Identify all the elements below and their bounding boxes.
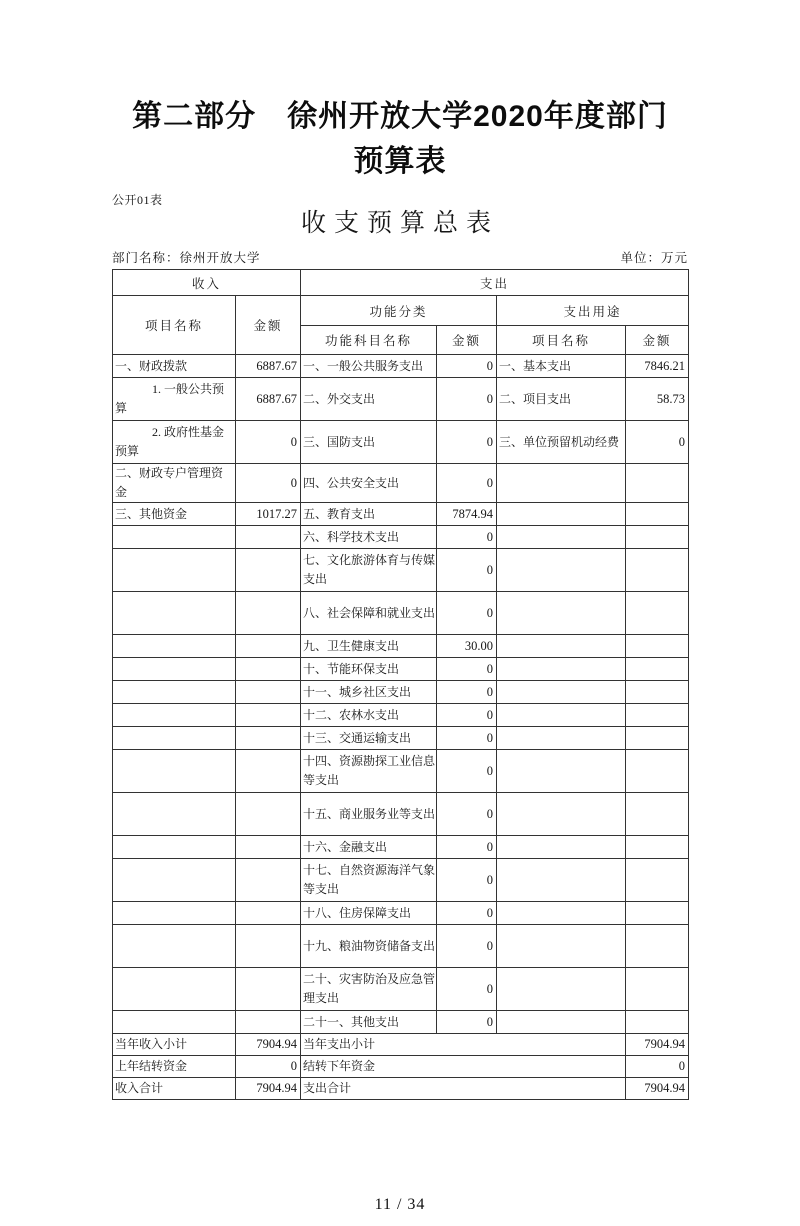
- income-item-cell: [113, 526, 236, 549]
- use-item-cell: [497, 681, 626, 704]
- income-amount-cell: [236, 793, 301, 836]
- use-amount-cell: [626, 836, 689, 859]
- income-amount-cell: [236, 902, 301, 925]
- function-amount-cell: 0: [437, 793, 497, 836]
- function-item-cell: 二、外交支出: [301, 378, 437, 421]
- use-amount-cell: [626, 549, 689, 592]
- income-amount-cell: [236, 704, 301, 727]
- function-item-cell: 十八、住房保障支出: [301, 902, 437, 925]
- income-amount-cell: [236, 727, 301, 750]
- income-item-cell: 一、财政拨款: [113, 355, 236, 378]
- income-item-cell: [113, 635, 236, 658]
- use-item-cell: [497, 592, 626, 635]
- function-item-cell: 十二、农林水支出: [301, 704, 437, 727]
- summary-income-value: 7904.94: [236, 1078, 301, 1100]
- unit-label: [620, 248, 688, 266]
- table-row: [113, 681, 689, 704]
- budget-table-body: [113, 355, 689, 1100]
- income-item-cell: [113, 592, 236, 635]
- table-row: [113, 503, 689, 526]
- income-amount-cell: [236, 836, 301, 859]
- function-amount-cell: 0: [437, 464, 497, 503]
- income-item-cell: [113, 681, 236, 704]
- function-amount-cell: 0: [437, 421, 497, 464]
- function-item-cell: 十一、城乡社区支出: [301, 681, 437, 704]
- department-label: 部门名称：: [112, 251, 180, 265]
- summary-expense-value: 0: [626, 1056, 689, 1078]
- table-row: [113, 750, 689, 793]
- summary-expense-label: 支出合计: [301, 1078, 626, 1100]
- use-item-cell: [497, 658, 626, 681]
- income-item-cell: [113, 727, 236, 750]
- income-item-cell: [113, 549, 236, 592]
- income-item-cell: [113, 793, 236, 836]
- income-item-cell: [113, 658, 236, 681]
- income-item-cell: 2. 政府性基金预算: [113, 421, 236, 464]
- document-page: [0, 94, 800, 1226]
- use-amount-cell: [626, 503, 689, 526]
- function-amount-cell: 0: [437, 727, 497, 750]
- function-item-cell: 八、社会保障和就业支出: [301, 592, 437, 635]
- function-item-cell: 九、卫生健康支出: [301, 635, 437, 658]
- income-amount-cell: [236, 658, 301, 681]
- table-row: [113, 902, 689, 925]
- function-amount-cell: 0: [437, 859, 497, 902]
- document-title-line1: 第二部分 徐州开放大学2020年度部门: [132, 100, 668, 133]
- function-amount-cell: 0: [437, 836, 497, 859]
- use-amount-cell: [626, 1011, 689, 1034]
- function-amount-cell: 0: [437, 681, 497, 704]
- expense-use-header: 支出用途: [497, 296, 689, 326]
- use-item-cell: [497, 859, 626, 902]
- income-amount-cell: [236, 750, 301, 793]
- income-item-cell: [113, 704, 236, 727]
- table-row: [113, 526, 689, 549]
- table-row: [113, 793, 689, 836]
- function-item-cell: 四、公共安全支出: [301, 464, 437, 503]
- income-item-cell: [113, 902, 236, 925]
- use-amount-cell: [626, 464, 689, 503]
- table-row: [113, 658, 689, 681]
- function-item-cell: 一、一般公共服务支出: [301, 355, 437, 378]
- function-amount-cell: 0: [437, 968, 497, 1011]
- function-amount-cell: 0: [437, 750, 497, 793]
- header-row-groups: [113, 296, 689, 326]
- use-item-cell: [497, 464, 626, 503]
- use-amount-cell: 0: [626, 421, 689, 464]
- use-amount-cell: [626, 681, 689, 704]
- function-amount-cell: 0: [437, 1011, 497, 1034]
- function-amount-cell: 0: [437, 526, 497, 549]
- income-item-cell: 二、财政专户管理资金: [113, 464, 236, 503]
- table-meta-row: [112, 248, 688, 266]
- income-section-header: 收入: [113, 270, 301, 296]
- function-item-cell: 六、科学技术支出: [301, 526, 437, 549]
- summary-row: [113, 1034, 689, 1056]
- table-row: [113, 1011, 689, 1034]
- document-title-line2: 预算表: [353, 145, 447, 178]
- table-row: [113, 836, 689, 859]
- summary-income-label: 收入合计: [113, 1078, 236, 1100]
- table-row: [113, 592, 689, 635]
- use-amount-cell: [626, 658, 689, 681]
- use-item-cell: 一、基本支出: [497, 355, 626, 378]
- use-item-cell: [497, 526, 626, 549]
- income-amount-cell: [236, 1011, 301, 1034]
- use-amount-cell: [626, 750, 689, 793]
- function-amount-cell: 0: [437, 592, 497, 635]
- income-item-cell: [113, 836, 236, 859]
- use-item-cell: [497, 1011, 626, 1034]
- summary-expense-value: 7904.94: [626, 1034, 689, 1056]
- use-amount-cell: 7846.21: [626, 355, 689, 378]
- table-row: [113, 464, 689, 503]
- unit-caption: 单位：: [620, 251, 661, 265]
- function-amount-cell: 30.00: [437, 635, 497, 658]
- function-amount-cell: 0: [437, 704, 497, 727]
- use-item-cell: [497, 727, 626, 750]
- income-amount-cell: [236, 592, 301, 635]
- expenditure-section-header: 支出: [301, 270, 689, 296]
- use-item-cell: [497, 925, 626, 968]
- summary-row: [113, 1078, 689, 1100]
- function-amount-cell: 0: [437, 378, 497, 421]
- income-amount-cell: 1017.27: [236, 503, 301, 526]
- table-row: [113, 859, 689, 902]
- use-item-cell: 二、项目支出: [497, 378, 626, 421]
- use-item-cell: 三、单位预留机动经费: [497, 421, 626, 464]
- summary-expense-label: 当年支出小计: [301, 1034, 626, 1056]
- function-amount-cell: 0: [437, 925, 497, 968]
- budget-table: [112, 269, 689, 1100]
- use-item-cell: [497, 836, 626, 859]
- page-number: 11 / 34: [374, 1196, 426, 1213]
- use-item-cell: [497, 968, 626, 1011]
- table-row: [113, 355, 689, 378]
- income-item-cell: 三、其他资金: [113, 503, 236, 526]
- use-amount-cell: [626, 592, 689, 635]
- header-row-sections: [113, 270, 689, 296]
- use-amount-cell: [626, 902, 689, 925]
- use-item-cell: [497, 503, 626, 526]
- income-item-cell: 1. 一般公共预算: [113, 378, 236, 421]
- table-code-label: 公开01表: [112, 193, 163, 207]
- function-amount-cell: 0: [437, 658, 497, 681]
- use-item-cell: [497, 750, 626, 793]
- sheet-title: 收支预算总表: [300, 210, 499, 237]
- income-amount-cell: [236, 925, 301, 968]
- function-amount-cell: 0: [437, 549, 497, 592]
- table-row: [113, 421, 689, 464]
- table-row: [113, 925, 689, 968]
- income-amount-cell: [236, 859, 301, 902]
- table-row: [113, 635, 689, 658]
- function-amount-header: 金额: [437, 326, 497, 355]
- income-amount-cell: [236, 968, 301, 1011]
- summary-expense-label: 结转下年资金: [301, 1056, 626, 1078]
- income-amount-cell: [236, 681, 301, 704]
- summary-income-label: 当年收入小计: [113, 1034, 236, 1056]
- function-item-cell: 七、文化旅游体育与传媒支出: [301, 549, 437, 592]
- department-value: 徐州开放大学: [179, 251, 261, 265]
- income-item-cell: [113, 925, 236, 968]
- income-item-cell: [113, 750, 236, 793]
- summary-income-value: 7904.94: [236, 1034, 301, 1056]
- income-item-header: 项目名称: [113, 296, 236, 355]
- income-amount-cell: [236, 549, 301, 592]
- table-row: [113, 704, 689, 727]
- use-amount-cell: [626, 704, 689, 727]
- use-amount-cell: [626, 925, 689, 968]
- summary-income-value: 0: [236, 1056, 301, 1078]
- table-row: [113, 549, 689, 592]
- use-item-cell: [497, 549, 626, 592]
- income-amount-cell: [236, 526, 301, 549]
- income-amount-cell: 6887.67: [236, 355, 301, 378]
- function-class-header: 功能分类: [301, 296, 497, 326]
- use-amount-header: 金额: [626, 326, 689, 355]
- function-item-cell: 十四、资源勘探工业信息等支出: [301, 750, 437, 793]
- function-item-cell: 五、教育支出: [301, 503, 437, 526]
- function-amount-cell: 0: [437, 902, 497, 925]
- income-amount-cell: 0: [236, 421, 301, 464]
- use-amount-cell: [626, 727, 689, 750]
- function-item-cell: 三、国防支出: [301, 421, 437, 464]
- unit-value: 万元: [660, 251, 688, 265]
- function-amount-cell: 7874.94: [437, 503, 497, 526]
- use-item-cell: [497, 704, 626, 727]
- function-item-header: 功能科目名称: [301, 326, 437, 355]
- table-row: [113, 378, 689, 421]
- use-item-header: 项目名称: [497, 326, 626, 355]
- function-item-cell: 二十、灾害防治及应急管理支出: [301, 968, 437, 1011]
- use-amount-cell: [626, 859, 689, 902]
- income-amount-cell: 0: [236, 464, 301, 503]
- use-item-cell: [497, 793, 626, 836]
- use-amount-cell: [626, 968, 689, 1011]
- income-item-cell: [113, 859, 236, 902]
- document-title: [80, 94, 720, 184]
- summary-expense-value: 7904.94: [626, 1078, 689, 1100]
- summary-row: [113, 1056, 689, 1078]
- department-name: [112, 248, 261, 266]
- use-amount-cell: [626, 635, 689, 658]
- table-row: [113, 968, 689, 1011]
- function-item-cell: 十九、粮油物资储备支出: [301, 925, 437, 968]
- use-amount-cell: 58.73: [626, 378, 689, 421]
- function-item-cell: 十五、商业服务业等支出: [301, 793, 437, 836]
- function-item-cell: 十七、自然资源海洋气象等支出: [301, 859, 437, 902]
- function-item-cell: 二十一、其他支出: [301, 1011, 437, 1034]
- use-amount-cell: [626, 526, 689, 549]
- use-amount-cell: [626, 793, 689, 836]
- income-amount-cell: 6887.67: [236, 378, 301, 421]
- function-item-cell: 十三、交通运输支出: [301, 727, 437, 750]
- function-item-cell: 十、节能环保支出: [301, 658, 437, 681]
- summary-income-label: 上年结转资金: [113, 1056, 236, 1078]
- function-item-cell: 十六、金融支出: [301, 836, 437, 859]
- function-amount-cell: 0: [437, 355, 497, 378]
- income-item-cell: [113, 1011, 236, 1034]
- table-row: [113, 727, 689, 750]
- income-amount-header: 金额: [236, 296, 301, 355]
- income-amount-cell: [236, 635, 301, 658]
- use-item-cell: [497, 635, 626, 658]
- income-item-cell: [113, 968, 236, 1011]
- use-item-cell: [497, 902, 626, 925]
